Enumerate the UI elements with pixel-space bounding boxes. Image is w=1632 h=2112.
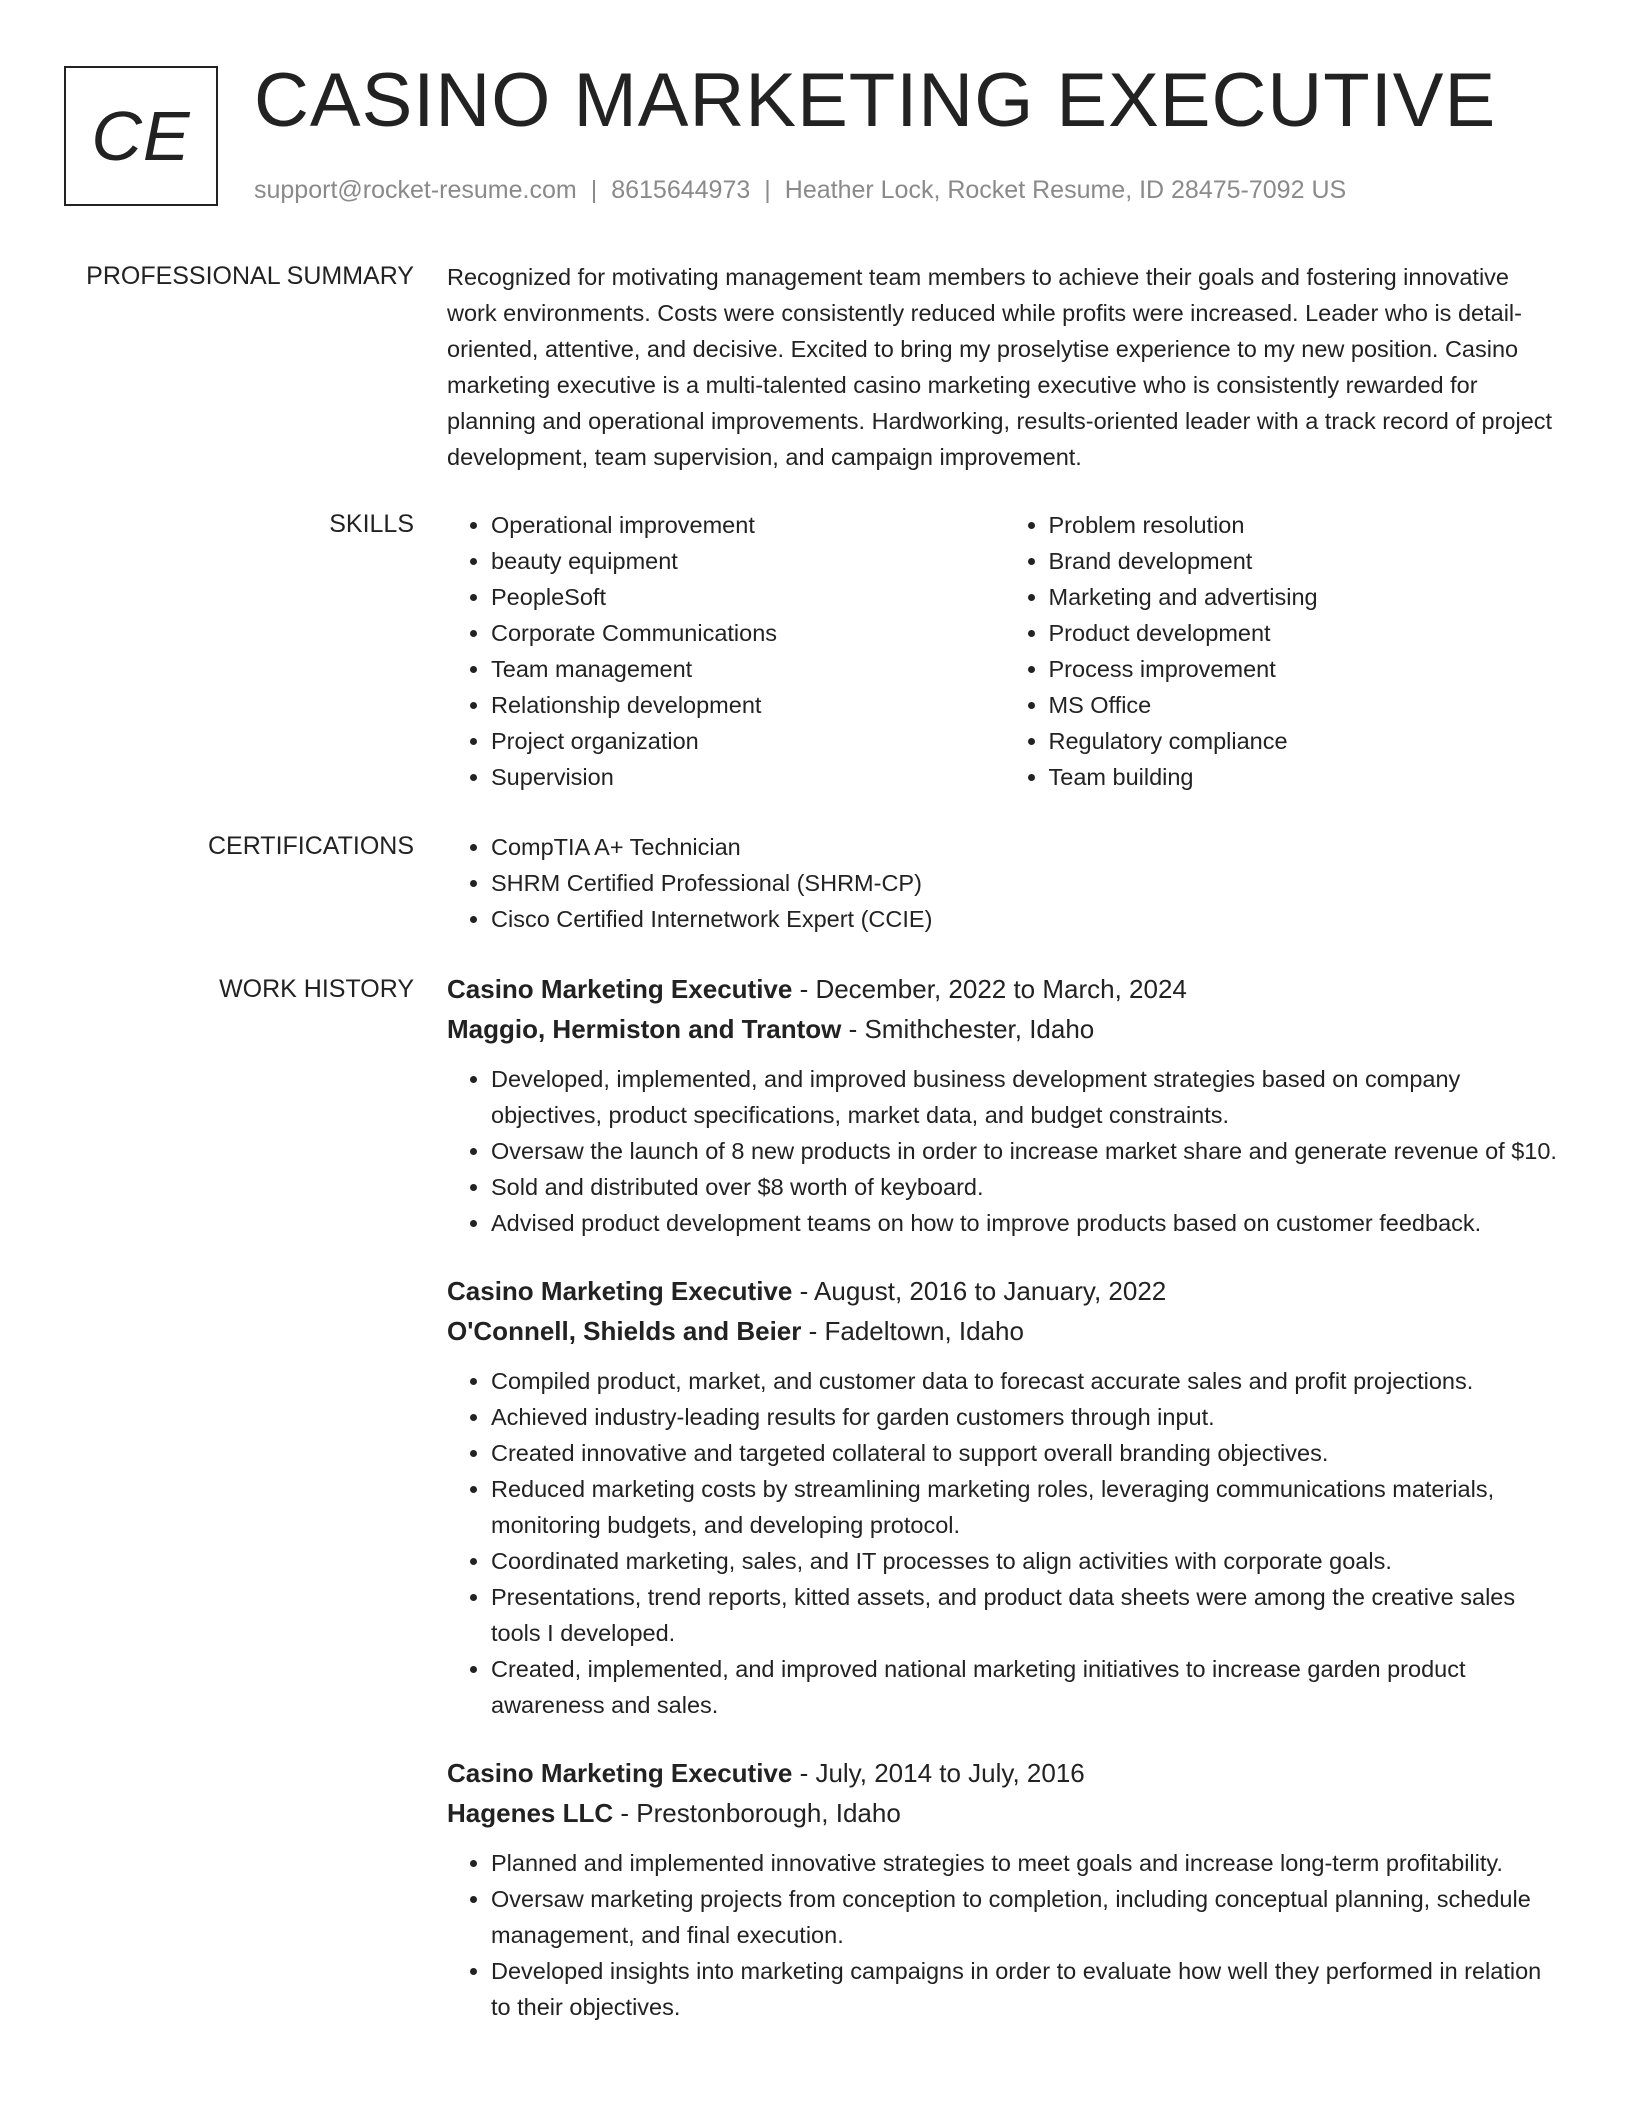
summary-body <box>447 259 1562 475</box>
job-company: Hagenes LLC <box>447 1798 614 1828</box>
work-history-label: WORK HISTORY <box>219 975 414 1003</box>
job-bullet: • Oversaw the launch of 8 new products in order to increase market share and generate revenue of $10. <box>491 1133 1562 1169</box>
skill-item: • Relationship development <box>491 687 1005 723</box>
certifications-label: CERTIFICATIONS <box>207 832 414 860</box>
job-entry <box>447 969 1562 1241</box>
skill-item: • Team building <box>1049 759 1563 795</box>
skill-item: • beauty equipment <box>491 543 1005 579</box>
skill-item: • Process improvement <box>1049 651 1563 687</box>
certifications-list <box>447 829 1562 937</box>
skill-item: • Corporate Communications <box>491 615 1005 651</box>
contact-line <box>254 174 1346 206</box>
skill-item: • MS Office <box>1049 687 1563 723</box>
job-location: - Smithchester, Idaho <box>841 1014 1095 1044</box>
skill-item: • Operational improvement <box>491 507 1005 543</box>
job-company-line <box>447 1311 1562 1351</box>
job-bullets <box>447 1845 1562 2025</box>
skill-item: • Problem resolution <box>1049 507 1563 543</box>
job-company-line <box>447 1793 1562 1833</box>
job-bullet: • Developed insights into marketing campaigns in order to evaluate how well they performed in relation to their objectives. <box>491 1953 1562 2025</box>
skill-item: • PeopleSoft <box>491 579 1005 615</box>
contact-separator: | <box>590 176 598 204</box>
contact-phone[interactable]: 8615644973 <box>611 176 751 204</box>
certification-item: • Cisco Certified Internetwork Expert (CCIE) <box>491 901 1562 937</box>
job-title: Casino Marketing Executive <box>447 1276 793 1306</box>
job-bullet: • Presentations, trend reports, kitted assets, and product data sheets were among the creative sales tools I developed. <box>491 1579 1562 1651</box>
skill-item: • Marketing and advertising <box>1049 579 1563 615</box>
job-bullet: • Reduced marketing costs by streamlining marketing roles, leveraging communications materials, monitoring budgets, and developing protocol. <box>491 1471 1562 1543</box>
job-bullet: • Coordinated marketing, sales, and IT processes to align activities with corporate goals. <box>491 1543 1562 1579</box>
job-title-line <box>447 1753 1562 1793</box>
job-bullet: • Planned and implemented innovative strategies to meet goals and increase long-term profitability. <box>491 1845 1562 1881</box>
skill-item: • Brand development <box>1049 543 1563 579</box>
job-title: Casino Marketing Executive <box>447 1758 793 1788</box>
job-bullet: • Oversaw marketing projects from conception to completion, including conceptual planning, schedule management, and final execution. <box>491 1881 1562 1953</box>
job-title-line <box>447 969 1562 1009</box>
contact-separator: | <box>764 176 771 204</box>
certification-item: • SHRM Certified Professional (SHRM-CP) <box>491 865 1562 901</box>
job-company: O'Connell, Shields and Beier <box>447 1316 802 1346</box>
work-history-body <box>447 969 1562 2055</box>
monogram-badge <box>64 66 218 206</box>
job-title-line <box>447 1271 1562 1311</box>
skills-label: SKILLS <box>329 510 414 538</box>
job-entry <box>447 1753 1562 2025</box>
job-location: - Prestonborough, Idaho <box>613 1798 901 1828</box>
skill-item: • Project organization <box>491 723 1005 759</box>
contact-address: Heather Lock, Rocket Resume, ID 28475-7092 US <box>784 176 1347 204</box>
skills-body <box>447 507 1562 795</box>
skills-list-left <box>447 507 1005 795</box>
skills-list-right <box>1005 507 1563 795</box>
job-bullets <box>447 1061 1562 1241</box>
job-title: Casino Marketing Executive <box>447 974 793 1004</box>
job-dates: - July, 2014 to July, 2016 <box>792 1758 1085 1788</box>
certification-item: • CompTIA A+ Technician <box>491 829 1562 865</box>
contact-email[interactable]: support@rocket-resume.com <box>254 176 577 204</box>
job-bullet: • Sold and distributed over $8 worth of keyboard. <box>491 1169 1562 1205</box>
job-bullet: • Advised product development teams on how to improve products based on customer feedback. <box>491 1205 1562 1241</box>
skill-item: • Product development <box>1049 615 1563 651</box>
job-bullet: • Created, implemented, and improved national marketing initiatives to increase garden product awareness and sales. <box>491 1651 1562 1723</box>
job-dates: - December, 2022 to March, 2024 <box>792 974 1187 1004</box>
job-company: Maggio, Hermiston and Trantow <box>447 1014 842 1044</box>
job-bullet: • Created innovative and targeted collateral to support overall branding objectives. <box>491 1435 1562 1471</box>
resume-title: CASINO MARKETING EXECUTIVE <box>254 58 1497 143</box>
job-dates: - August, 2016 to January, 2022 <box>792 1276 1167 1306</box>
monogram-text: CE <box>91 97 191 175</box>
skill-item: • Regulatory compliance <box>1049 723 1563 759</box>
job-company-line <box>447 1009 1562 1049</box>
job-bullet: • Achieved industry-leading results for garden customers through input. <box>491 1399 1562 1435</box>
skill-item: • Supervision <box>491 759 1005 795</box>
summary-label: PROFESSIONAL SUMMARY <box>86 262 414 290</box>
job-bullet: • Developed, implemented, and improved business development strategies based on company objectives, product specifications, market data, and budget constraints. <box>491 1061 1562 1133</box>
summary-text: Recognized for motivating management team members to achieve their goals and fostering innovative work environments. Costs were consistently reduced while profits were increased. Leader who is detail-oriented, attentive, and decisive. Excited to bring my proselytise experience to my new position. Casino marketing executive is a multi-talented casino marketing executive who is consistently rewarded for planning and operational improvements. Hardworking, results-oriented leader with a track record of project development, team supervision, and campaign improvement. <box>447 264 1553 470</box>
job-bullet: • Compiled product, market, and customer data to forecast accurate sales and profit projections. <box>491 1363 1562 1399</box>
job-entry <box>447 1271 1562 1723</box>
job-location: - Fadeltown, Idaho <box>801 1316 1024 1346</box>
skill-item: • Team management <box>491 651 1005 687</box>
job-bullets <box>447 1363 1562 1723</box>
certifications-body <box>447 829 1562 937</box>
